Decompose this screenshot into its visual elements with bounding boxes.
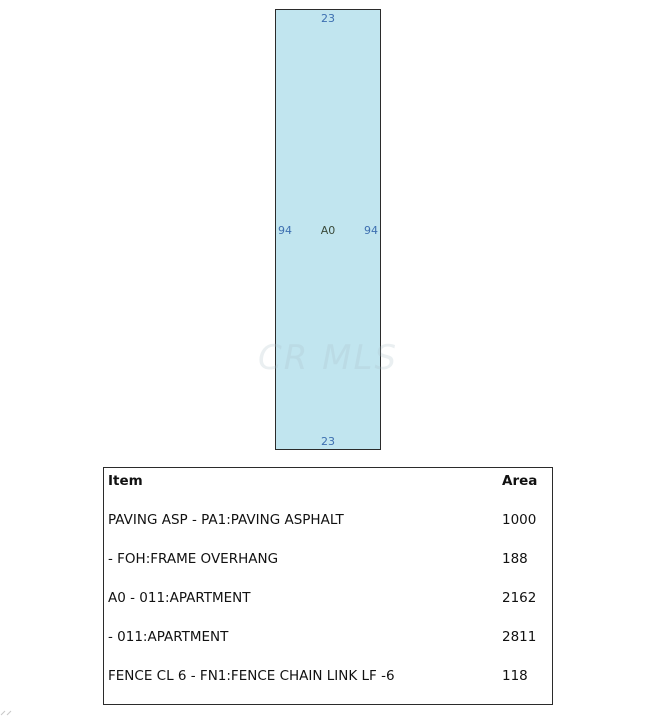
- header-area: Area: [502, 473, 538, 489]
- row-item: FENCE CL 6 - FN1:FENCE CHAIN LINK LF -6: [108, 668, 395, 684]
- table-row: [104, 627, 552, 647]
- row-item: PAVING ASP - PA1:PAVING ASPHALT: [108, 512, 344, 528]
- dimension-bottom: 23: [321, 435, 335, 448]
- row-item: A0 - 011:APARTMENT: [108, 590, 251, 606]
- dimension-right: 94: [364, 224, 378, 237]
- table-row: [104, 510, 552, 530]
- dimension-left: 94: [278, 224, 292, 237]
- row-item: - FOH:FRAME OVERHANG: [108, 551, 279, 567]
- row-area: 2811: [502, 629, 537, 645]
- area-label: A0: [320, 224, 336, 237]
- dimension-top: 23: [321, 12, 335, 25]
- corner-mark-icon: [0, 710, 14, 716]
- table-row: [104, 588, 552, 608]
- row-area: 188: [502, 551, 528, 567]
- row-area: 1000: [502, 512, 537, 528]
- watermark: CR MLS: [258, 338, 399, 378]
- table-row: [104, 549, 552, 569]
- row-area: 2162: [502, 590, 537, 606]
- header-item: Item: [108, 473, 143, 489]
- table-row: [104, 666, 552, 686]
- row-item: - 011:APARTMENT: [108, 629, 229, 645]
- area-table: [103, 467, 553, 705]
- row-area: 118: [502, 668, 528, 684]
- table-header: [104, 471, 552, 491]
- building-sketch: [275, 9, 381, 450]
